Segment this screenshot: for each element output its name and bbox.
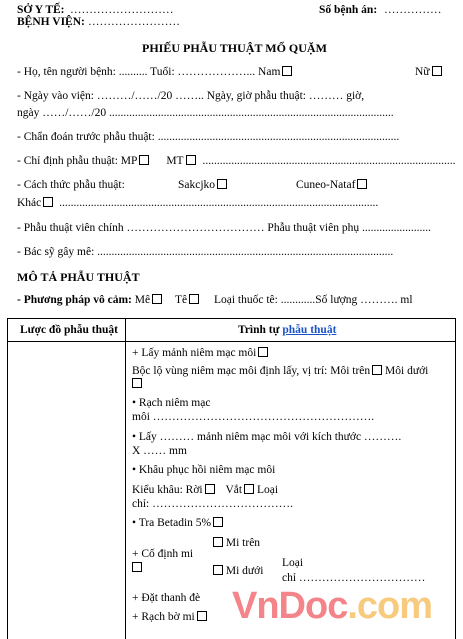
chan-doan: - Chẩn đoán trước phẫu thuật: .................................................................................... [17,131,400,143]
me-checkbox[interactable] [152,294,162,304]
step-kieu-khau [132,484,278,496]
loai-thuoc-te: Loại thuốc tê: ............Số lượng ………. ml [213,294,413,306]
moi-duoi-checkbox[interactable] [132,378,142,388]
table-top-border [7,318,456,319]
phuong-phap-vo-cam-row [17,294,413,306]
ngay-phau-thuat: ngày ……/……/20 ................................................................................................... [17,107,394,119]
nu-row [415,66,442,78]
co-dinh-mi-checkbox[interactable] [132,562,142,572]
chi-dinh-row [17,155,455,167]
table-header-border [7,341,456,342]
vndoc-watermark [232,585,432,628]
watermark-part2: .com [347,585,433,627]
mi-tren-label: Mi trên [225,537,261,549]
loai-label: Loại [256,484,279,496]
phau-thuat-link[interactable]: phẫu thuật [282,324,337,336]
step-rach-niem-mac: • Rạch niêm mạc [132,397,211,409]
so-y-te-dots: ……………………… [70,4,174,16]
step-lay-manh-kich-thuoc: • Lấy ……… mảnh niêm mạc môi với kích thước ………. [132,431,402,443]
sakcjko-checkbox[interactable] [217,179,227,189]
nu-checkbox[interactable] [432,66,442,76]
te-label: Tê [174,294,188,306]
vat-checkbox[interactable] [244,484,254,494]
bac-sy-gay-me: - Bác sỹ gây mê: ....................................................................................................... [17,246,394,258]
step-rach-bo-mi [132,611,207,623]
benh-vien-dots: …………………… [88,16,180,28]
me-label: Mê [134,294,151,306]
loai-chi-mi-dots: chỉ …………………………… [282,572,426,584]
loai-chi-mi-label: Loại [282,557,304,569]
moi-duoi-label: Môi dưới [385,365,429,377]
so-benh-an-dots: …………… [384,4,442,16]
mi-duoi-row [213,565,263,577]
roi-checkbox[interactable] [205,484,215,494]
step-dat-thanh-de: + Đặt thanh đè [132,592,201,604]
rach-bo-mi-checkbox[interactable] [197,611,207,621]
cuneo-checkbox[interactable] [357,179,367,189]
kieu-khau-label: Kiểu khâu: Rời [132,484,203,496]
section-title: MÔ TẢ PHẪU THUẬT [17,270,140,284]
vat-label: Vắt [225,484,243,496]
cuneo-label: Cuneo-Nataf [296,179,356,191]
moi-tren-checkbox[interactable] [372,365,382,375]
khac-checkbox[interactable] [43,197,53,207]
chi-dinh-dots: ........................................................................................ [202,155,456,167]
step-lay-manh [132,347,268,359]
step-co-dinh-mi: + Cố định mi [132,548,194,560]
tra-betadin-label: • Tra Betadin 5% [132,517,212,529]
step-lay-manh-label: + Lấy mảnh niêm mạc môi [132,347,257,359]
ngay-vao-vien: - Ngày vào viện: ………/……/20 …….. Ngày, giờ phẫu thuật: ……… giờ, [17,90,365,102]
mt-label: MT [166,155,184,167]
mt-checkbox[interactable] [186,155,196,165]
table-left-border [7,318,8,639]
sakcjko-row [178,179,227,191]
cuneo-row [296,179,367,191]
nu-label: Nữ [415,66,430,78]
vo-cam-label: - Phương pháp vô cảm: [17,294,132,306]
watermark-part1: VnDoc [232,585,348,627]
ho-ten-text: - Họ, tên người bệnh: .......... Tuổi: ………………... Nam [17,66,281,78]
step-loai-chi: chỉ: ………………………………. [132,498,293,510]
mi-duoi-checkbox[interactable] [213,565,223,575]
rach-bo-mi-label: + Rạch bờ mi [132,611,195,623]
cach-thuc-label: - Cách thức phẫu thuật: [17,179,125,191]
step-khau-phuc-hoi: • Khâu phục hồi niêm mạc môi [132,464,276,476]
col-trinh-tu-header [238,324,336,336]
step-tra-betadin [132,517,223,529]
mi-duoi-label: Mi dưới [225,565,264,577]
nam-checkbox[interactable] [282,66,292,76]
page-title: PHIẾU PHẪU THUẬT MỔ QUẶM [142,41,327,55]
step-boc-lo [132,365,428,377]
betadin-checkbox[interactable] [213,517,223,527]
moi-duoi-box-row [132,378,142,390]
mi-tren-checkbox[interactable] [213,537,223,547]
lay-manh-checkbox[interactable] [258,347,268,357]
step-kich-thuoc-mm: X …… mm [132,445,187,457]
khac-row [17,197,378,209]
co-dinh-mi-box-row [132,562,142,574]
mi-tren-row [213,537,260,549]
table-right-border [455,318,456,639]
step-boc-lo-label: Bộc lộ vùng niêm mạc môi định lấy, vị trí: Môi trên [132,365,371,377]
step-rach-moi: môi …………………………………………………. [132,411,375,423]
khac-label: Khác [17,197,42,209]
ho-ten-row [17,66,292,78]
benh-vien-label: BỆNH VIỆN: [17,16,85,28]
mp-checkbox[interactable] [139,155,149,165]
te-checkbox[interactable] [189,294,199,304]
table-col-divider [125,318,126,639]
so-benh-an-label: Số bệnh án: [319,4,378,16]
chi-dinh-label: - Chỉ định phẫu thuật: MP [17,155,138,167]
khac-dots: ............................................................................................................... [59,197,379,209]
sakcjko-label: Sakcjko [178,179,216,191]
col-trinh-tu-prefix: Trình tự [238,324,283,336]
so-y-te-label: SỞ Y TẾ: [17,4,65,16]
col-luoc-do-header: Lược đồ phẫu thuật [20,324,118,336]
phau-thuat-vien: - Phẫu thuật viên chính ……………………………… Phẫu thuật viên phụ ........................ [17,222,431,234]
